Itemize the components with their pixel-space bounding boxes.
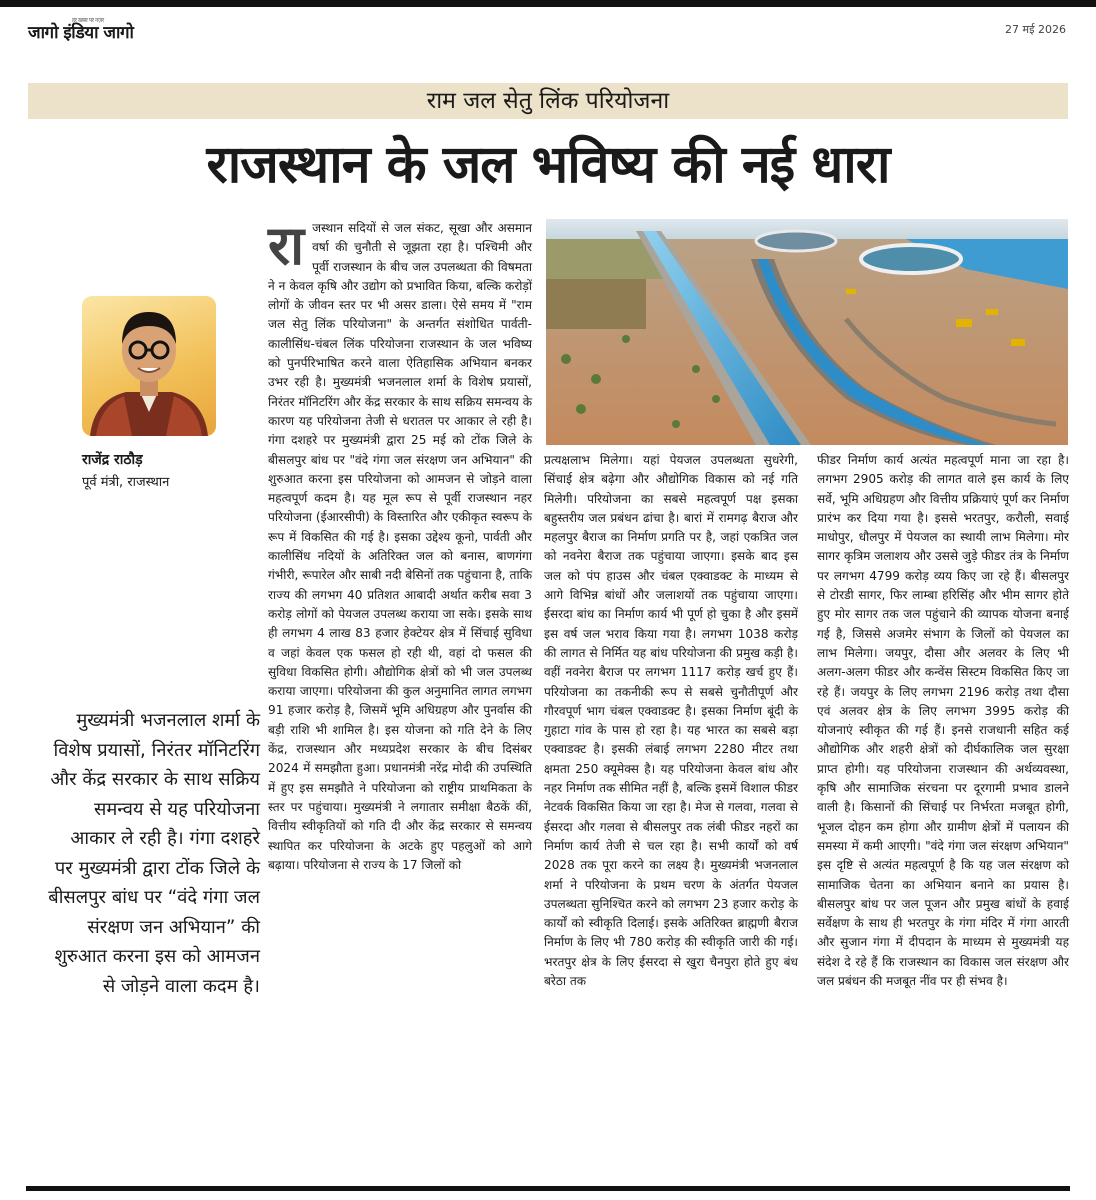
column-1-text: जस्थान सदियों से जल संकट, सूखा और असमान वर्षा की चुनौती से जूझता रहा है। पश्चिमी और पूर्वी राजस्थान के बीच जल उपलब्धता की विषमता ने न केवल कृषि और उद्योग को प्रभावित किया, बल्कि करोड़ों लोगों के जीवन स्तर पर भी असर डाला। ऐसे समय में "राम जल सेतु लिंक परियोजना" के अन्तर्गत संशोधित पार्वती-कालीसिंध-चंबल लिंक परियोजना राजस्थान के जल भविष्य को पुनर्परिभाषित करने वाला ऐतिहासिक अभियान बनकर उभर रही है। मुख्यमंत्री भजनलाल शर्मा के विशेष प्रयासों, निरंतर मॉनिटरिंग और केंद्र सरकार के साथ सक्रिय समन्वय के कारण यह परियोजना तेजी से धरातल पर आकार ले रही है। गंगा दशहरे पर मुख्यमंत्री द्वारा 25 मई को टोंक जिले के बीसलपुर बांध पर "वंदे गंगा जल संरक्षण जन अभियान" की शुरुआत करना इस परियोजना को आमजन से जोड़ने वाला महत्वपूर्ण कदम है। यह मूल रूप से पूर्वी राजस्थान नहर परियोजना (ईआरसीपी) के विस्तारित और एकीकृत स्वरूप के रूप में विकसित की गई है। इसका उद्देश्य कूनो, पार्वती और कालीसिंध नदियों के अतिरिक्त जल को बनास, बाणगंगा गंभीरी, रूपारेल और साबी नदी बेसिनों तक पहुंचाना है, ताकि राज्य की लगभग 40 प्रतिशत आबादी अर्थात करीब सवा 3 करोड़ लोगों को पेयजल उपलब्ध कराया जा सके। इसके साथ ही लगभग 4 लाख 83 हजार हेक्टेयर क्षेत्र में सिंचाई सुविधा व जहां केवल एक फसल हो रही थी, वहां दो फसल की सुविधा विकसित होगी। औद्योगिक क्षेत्रों को भी जल उपलब्ध कराया जाएगा। परियोजना की कुल अनुमानित लागत लगभग 91 हजार करोड़ है, जिसमें भूमि अधिग्रहण और पुनर्वास की बड़ी राशि भी शामिल है। इस योजना को गति देने के लिए केंद्र, राजस्थान और मध्यप्रदेश सरकार के बीच दिसंबर 2024 में समझौता हुआ। प्रधानमंत्री नरेंद्र मोदी की उपस्थिति में हुए इस समझौते ने परियोजना को राष्ट्रीय प्राथमिकता के स्तर पर पहुंचाया। मुख्यमंत्री ने लगातार समीक्षा बैठकें कीं, वित्तीय स्वीकृतियों को गति दी और केंद्र सरकार से समन्वय स्थापित कर परियोजना के अटके हुए पहलुओं को आगे बढ़ाया। परियोजना से राज्य के 17 जिलों को <box>268 221 532 872</box>
canal-illustration <box>546 219 1068 445</box>
author-title: पूर्व मंत्री, राजस्थान <box>82 475 170 490</box>
article-column-1 <box>268 214 532 875</box>
article-column-2: प्रत्यक्षलाभ मिलेगा। यहां पेयजल उपलब्धता सुधरेगी, सिंचाई क्षेत्र बढ़ेगा और औद्योगिक विकास को नई गति मिलेगी। परियोजना का सबसे महत्वपूर्ण पक्ष इसका बहुस्तरीय जल प्रबंधन ढांचा है। बारां में रामगढ़ बैराज और महलपुर बैराज का निर्माण प्रगति पर है, जहां एकत्रित जल को नवनेरा बैराज तक पहुंचाया जाएगा। इसके बाद इस जल को पंप हाउस और चंबल एक्वाडक्ट के माध्यम से आगे विभिन्न बांधों और जलाशयों तक पहुंचाया जाएगा। ईसरदा बांध का निर्माण कार्य भी पूर्ण हो चुका है और इसमें इस वर्ष जल भराव किया गया है। लगभग 1038 करोड़ की लागत से निर्मित यह बांध परियोजना की प्रमुख कड़ी है। वहीं नवनेरा बैराज पर लगभग 1117 करोड़ खर्च हुए हैं। परियोजना का तकनीकी रूप से सबसे चुनौतीपूर्ण और गौरवपूर्ण भाग चंबल एक्वाडक्ट है। इसका निर्माण बूंदी के गुहाटा गांव के पास हो रहा है। यह भारत का सबसे बड़ा एक्वाडक्ट है। इसकी लंबाई लगभग 2280 मीटर तथा क्षमता 250 क्यूमेक्स है। यह परियोजना केवल बांध और नहर निर्माण तक सीमित नहीं है, बल्कि इसमें विशाल फीडर नेटवर्क विकसित किया जा रहा है। मेज से गलवा, गलवा से ईसरदा और गलवा से बीसलपुर तक लंबी फीडर नहरों का निर्माण कार्य तेजी से चल रहा है। सभी कार्यों को वर्ष 2028 तक पूरा करने का लक्ष्य है। मुख्यमंत्री भजनलाल शर्मा ने परियोजना के प्रथम चरण के अंतर्गत पेयजल उपलब्धता सुनिश्चित करने को लगभग 23 हजार करोड़ के कार्यों को स्वीकृति दिलाई। इसके अतिरिक्त ब्राह्मणी बैराज निर्माण के लिए भी 780 करोड़ की स्वीकृति जारी की गई। भरतपुर क्षेत्र के लिए ईसरदा से खुरा चैनपुरा होते हुए बंध बरेठा तक <box>544 453 798 989</box>
masthead <box>28 17 134 43</box>
author-photo <box>82 296 216 436</box>
headline: राजस्थान के जल भविष्य की नई धारा <box>206 135 890 195</box>
author-portrait-illustration <box>82 296 216 436</box>
canal-aerial-photo <box>546 219 1068 445</box>
author-name: राजेंद्र राठौड़ <box>82 452 143 468</box>
bottom-rule <box>26 1186 1070 1191</box>
article-column-3: फीडर निर्माण कार्य अत्यंत महत्वपूर्ण माना जा रहा है। लगभग 2905 करोड़ की लागत वाले इस कार्य के लिए सर्वे, भूमि अधिग्रहण और वित्तीय प्रक्रियाएं पूर्ण कर निर्माण प्रारंभ कर दिया गया है। इससे भरतपुर, करौली, सवाई माधोपुर, धौलपुर में पेयजल का स्थायी लाभ मिलेगा। मोर सागर कृत्रिम जलाशय और उससे जुड़े फीडर तंत्र के निर्माण पर लगभग 4799 करोड़ व्यय किए जा रहे हैं। बीसलपुर से टोरडी सागर, फिर लाम्बा हरिसिंह और भीम सागर होते हुए मोर सागर तक जल पहुंचाने की व्यापक योजना बनाई गई है, जिससे अजमेर संभाग के जिलों को पेयजल का लाभ मिलेगा। जयपुर, दौसा और अलवर के लिए भी अलग-अलग फीडर और कन्वेंस सिस्टम विकसित किए जा रहे हैं। जयपुर के लिए लगभग 2196 करोड़ तथा दौसा एवं अलवर क्षेत्र के लिए लगभग 3995 करोड़ की योजनाएं स्वीकृत की गई हैं। इनसे राजधानी सहित कई औद्योगिक और शहरी क्षेत्रों को दीर्घकालिक जल सुरक्षा प्राप्त होगी। यह परियोजना राजस्थान की अर्थव्यवस्था, कृषि और सामाजिक संरचना पर दूरगामी प्रभाव डालने वाली है। किसानों की सिंचाई पर निर्भरता मजबूत होगी, भूजल दोहन कम होगा और ग्रामीण क्षेत्रों में पलायन की समस्या में कमी आएगी। "वंदे गंगा जल संरक्षण अभियान" इस दृष्टि से अत्यंत महत्वपूर्ण है कि यह जल संरक्षण को सामाजिक चेतना का अभियान बनाने का प्रयास है। बीसलपुर बांध पर जल पूजन और प्रमुख बांधों के हवाई सर्वेक्षण के साथ ही भरतपुर के गंगा मंदिर में गंगा आरती और सुजान गंगा में दीपदान के माध्यम से मुख्यमंत्री यह संदेश दे रहे हैं कि राजस्थान का विकास जल संरक्षण और जल प्रबंधन की मजबूत नींव पर ही संभव है। <box>817 453 1069 989</box>
section-kicker: राम जल सेतु लिंक परियोजना <box>28 83 1068 119</box>
top-rule <box>0 0 1096 7</box>
drop-cap: रा <box>268 214 305 277</box>
issue-date: 27 मई 2026 <box>1005 23 1066 36</box>
masthead-tagline: हर खबर पर नज़र <box>72 17 104 24</box>
pull-quote: मुख्यमंत्री भजनलाल शर्मा के विशेष प्रयासों, निरंतर मॉनिटरिंग और केंद्र सरकार के साथ सक्रिय समन्वय से यह परियोजना आकार ले रही है। गंगा दशहरे पर मुख्यमंत्री द्वारा टोंक जिले के बीसलपुर बांध पर “वंदे गंगा जल संरक्षण जन अभियान” की शुरुआत करना इस को आमजन से जोड़ने वाला कदम है। <box>48 710 260 997</box>
masthead-title: जागो इंडिया जागो <box>28 23 134 43</box>
